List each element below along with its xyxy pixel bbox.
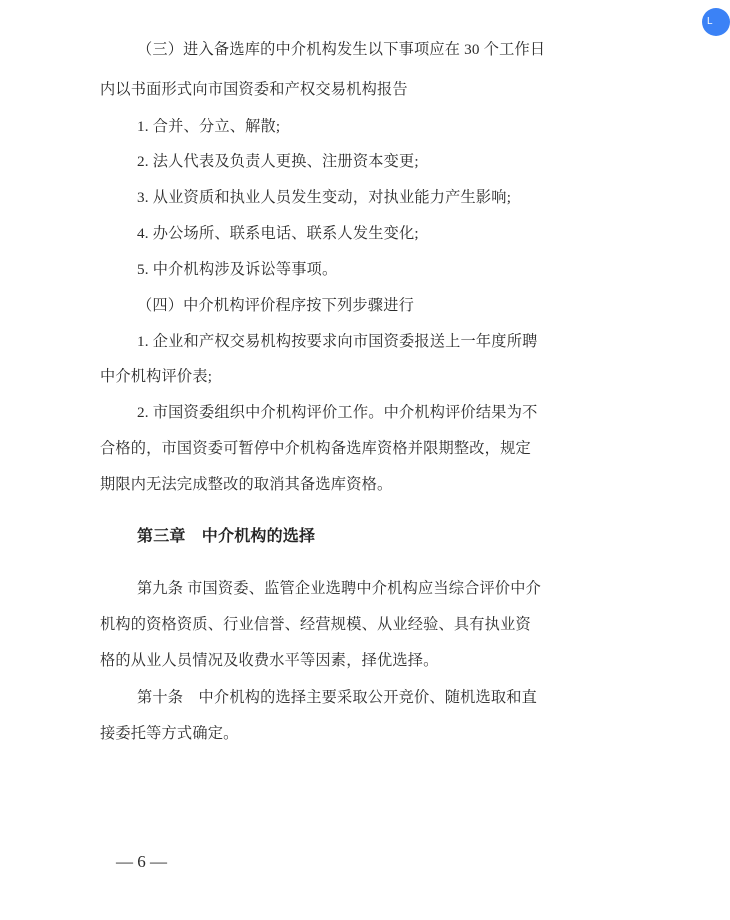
list-item: 2. 市国资委组织中介机构评价工作。中介机构评价结果为不 xyxy=(137,404,538,421)
list-item: 5. 中介机构涉及诉讼等事项。 xyxy=(137,261,338,278)
user-avatar[interactable]: L xyxy=(702,8,730,36)
paragraph-line: 内以书面形式向市国资委和产权交易机构报告 xyxy=(100,81,408,98)
list-item: 3. 从业资质和执业人员发生变动，对执业能力产生影响; xyxy=(137,189,512,206)
paragraph-line: 机构的资格资质、行业信誉、经营规模、从业经验、具有执业资 xyxy=(100,616,531,633)
paragraph-line: 第九条 市国资委、监管企业选聘中介机构应当综合评价中介 xyxy=(137,580,542,597)
chapter-heading: 第三章 中介机构的选择 xyxy=(137,528,316,545)
paragraph-line: （三）进入备选库的中介机构发生以下事项应在 30 个工作日 xyxy=(137,41,546,58)
list-item: 1. 合并、分立、解散; xyxy=(137,118,281,135)
paragraph-line: （四）中介机构评价程序按下列步骤进行 xyxy=(137,297,414,314)
list-item: 2. 法人代表及负责人更换、注册资本变更; xyxy=(137,153,419,170)
paragraph-line: 中介机构评价表; xyxy=(100,368,213,385)
paragraph-line: 接委托等方式确定。 xyxy=(100,725,239,742)
list-item: 1. 企业和产权交易机构按要求向市国资委报送上一年度所聘 xyxy=(137,333,538,350)
paragraph-line: 期限内无法完成整改的取消其备选库资格。 xyxy=(100,476,393,493)
paragraph-line: 格的从业人员情况及收费水平等因素，择优选择。 xyxy=(100,652,439,669)
list-item: 4. 办公场所、联系电话、联系人发生变化; xyxy=(137,225,419,242)
page-number: — 6 — xyxy=(116,852,167,871)
paragraph-line: 第十条 中介机构的选择主要采取公开竞价、随机选取和直 xyxy=(137,689,538,706)
paragraph-line: 合格的，市国资委可暂停中介机构备选库资格并限期整改，规定 xyxy=(100,440,531,457)
